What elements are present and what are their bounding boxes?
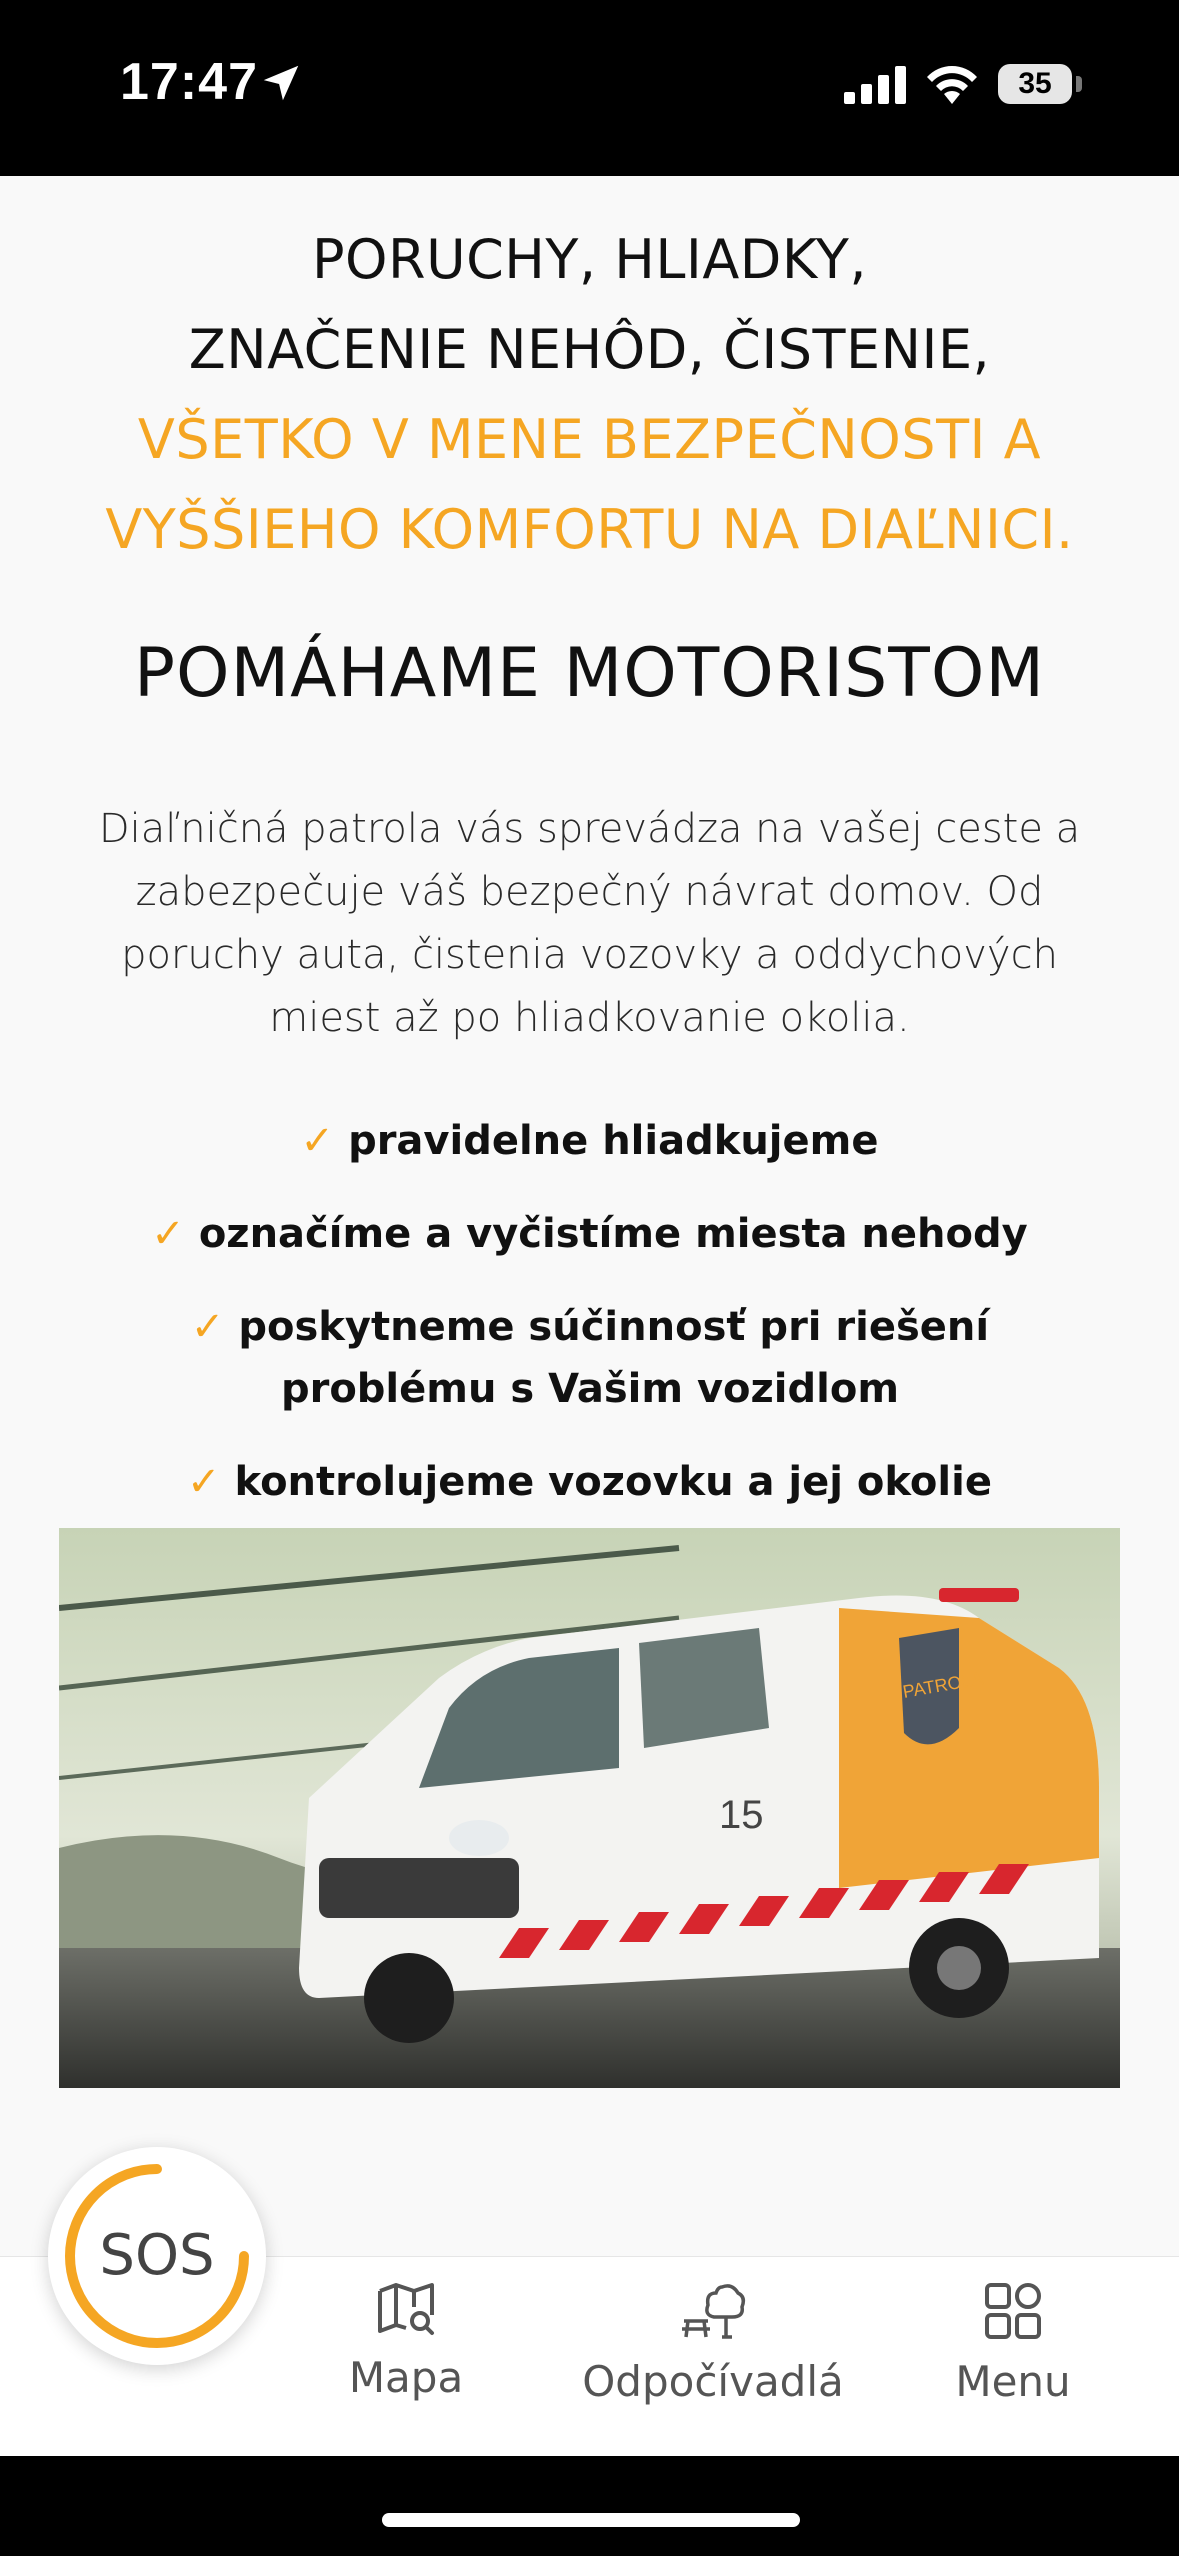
rest-area-tree-bench-icon: [678, 2281, 748, 2341]
van-number: 15: [719, 1793, 764, 1837]
wifi-icon: [924, 60, 980, 104]
check-icon: ✓: [190, 1304, 225, 1350]
patrol-van-photo: [59, 1528, 1120, 2088]
location-arrow-icon: [258, 60, 304, 106]
intro-paragraph: Diaľničná patrola vás sprevádza na vašej ceste a zabezpečuje váš bezpečný návrat domov. Od poruchy auta, čistenia vozovky a oddychových miest až po hliadkovanie okolia.: [98, 806, 1081, 1041]
hero-line-2: ZNAČENIE NEHÔD, ČISTENIE,: [188, 318, 991, 381]
map-icon: [374, 2281, 438, 2337]
battery-tip: [1076, 76, 1082, 92]
hero-line-3: VŠETKO V MENE BEZPEČNOSTI A: [137, 408, 1042, 471]
sos-label: SOS: [99, 2223, 215, 2288]
feature-text: poskytneme súčinnosť pri riešení problému s Vašim vozidlom: [238, 1304, 990, 1412]
feature-text: pravidelne hliadkujeme: [348, 1118, 879, 1164]
hero-line-1: PORUCHY, HLIADKY,: [311, 228, 867, 291]
cellular-signal-icon: [844, 64, 908, 104]
feature-text: kontrolujeme vozovku a jej okolie: [234, 1459, 992, 1505]
nav-label-menu: Menu: [955, 2357, 1071, 2406]
feature-item: [40, 1110, 1139, 1172]
check-icon: ✓: [187, 1459, 221, 1505]
hero-heading: [0, 215, 1179, 575]
nav-label-rest-areas: Odpočívadlá: [582, 2357, 844, 2406]
hero-line-4: VYŠŠIEHO KOMFORTU NA DIAĽNICI.: [105, 498, 1074, 561]
section-title: POMÁHAME MOTORISTOM: [133, 634, 1046, 713]
grid-menu-icon: [983, 2281, 1043, 2341]
nav-item-map[interactable]: [346, 2281, 466, 2402]
patrol-van-illustration: [59, 1528, 1120, 2088]
status-time: 17:47: [120, 53, 258, 111]
feature-item: [90, 1296, 1090, 1420]
feature-item: [40, 1203, 1139, 1265]
check-icon: ✓: [300, 1118, 335, 1164]
home-indicator-area: [0, 2456, 1179, 2556]
check-icon: ✓: [151, 1211, 185, 1257]
feature-text: označíme a vyčistíme miesta nehody: [198, 1211, 1028, 1257]
nav-item-menu[interactable]: [948, 2281, 1078, 2406]
sos-button[interactable]: [48, 2147, 266, 2365]
battery-indicator: 35: [998, 64, 1072, 104]
feature-item: [40, 1451, 1139, 1513]
nav-item-rest-areas[interactable]: [568, 2281, 858, 2406]
van-brand-text: PATROLA: [901, 1668, 985, 1702]
home-indicator[interactable]: [382, 2513, 800, 2527]
status-bar: [0, 0, 1179, 176]
nav-label-map: Mapa: [348, 2353, 464, 2402]
